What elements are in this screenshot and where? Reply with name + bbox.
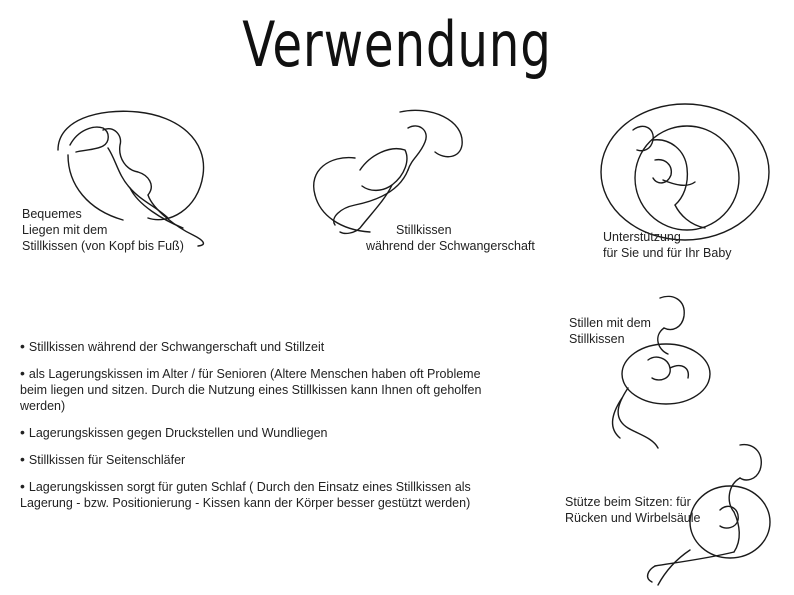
list-item: • Lagerungskissen gegen Druckstellen und Wundliegen [20, 424, 328, 440]
list-item: • Lagerungskissen sorgt für guten Schlaf ( Durch den Einsatz eines Stillkissen als Lagerung - bzw. Positionierung - Kissen kann der Körper besser gestützt werden) [20, 478, 471, 510]
caption-pregnancy: Stillkissen während der Schwangerschaft [366, 223, 535, 253]
pregnancy-side-sleep-icon [300, 100, 480, 240]
mother-baby-support-icon [595, 100, 775, 250]
breastfeeding-icon [598, 288, 728, 458]
list-item: • Stillkissen während der Schwangerschaft und Stillzeit [20, 338, 325, 354]
caption-sitting: Stütze beim Sitzen: für Rücken und Wirbelsäule [565, 495, 701, 525]
caption-lying: Bequemes Liegen mit dem Stillkissen (von Kopf bis Fuß) [22, 207, 184, 253]
list-item: • als Lagerungskissen im Alter / für Senioren (Altere Menschen haben oft Probleme beim liegen und sitzen. Durch die Nutzung eines Stillkissen kann Ihnen oft geholfen werden) [20, 365, 482, 413]
caption-breastfeeding: Stillen mit dem Stillkissen [569, 316, 651, 346]
caption-support: Unterstützung für Sie und für Ihr Baby [603, 230, 732, 260]
page-title: Verwendung [242, 8, 552, 81]
list-item: • Stillkissen für Seitenschläfer [20, 451, 186, 467]
usage-bullet-list [20, 338, 520, 521]
